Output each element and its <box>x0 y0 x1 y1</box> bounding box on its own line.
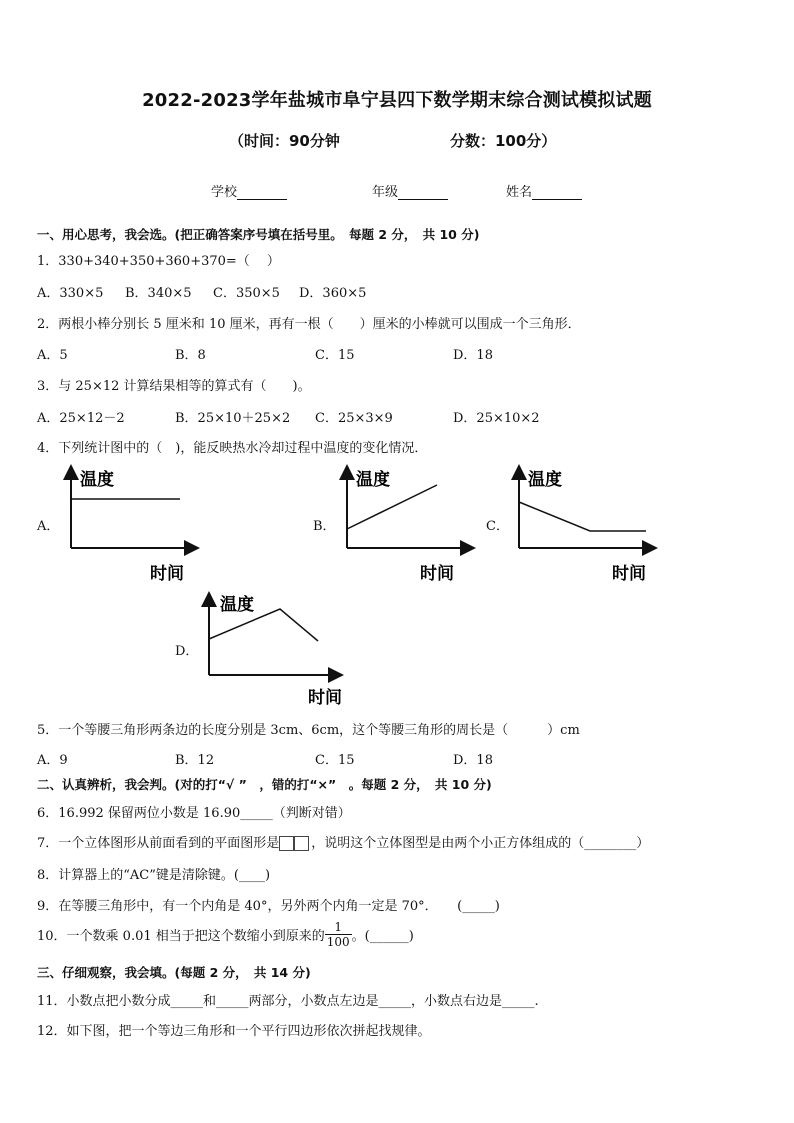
y-axis-label: 温度 <box>80 470 114 490</box>
name-blank[interactable] <box>532 185 582 200</box>
question-4: 4．下列统计图中的（ )，能反映热水冷却过程中温度的变化情况． <box>37 441 428 456</box>
chart-d <box>198 589 348 714</box>
question-10-text-a: 10．一个数乘 0.01 相当于把这个数缩小到原来的 <box>37 929 325 944</box>
question-12: 12．如下图，把一个等边三角形和一个平行四边形依次拼起找规律。 <box>37 1024 431 1039</box>
fraction-denominator: 100 <box>326 935 350 949</box>
fraction-one-hundredth <box>325 920 352 949</box>
temperature-line <box>347 485 437 529</box>
q5-option-b: B．12 <box>175 753 215 768</box>
q1-option-a: A．330×5 <box>37 286 104 301</box>
question-10-text-b: 。(______) <box>351 929 414 944</box>
chart-a <box>60 462 200 587</box>
q2-option-c: C．15 <box>315 348 355 363</box>
q5-option-c: C．15 <box>315 753 355 768</box>
section-3-heading: 三、仔细观察，我会填。(每题 2 分， 共 14 分) <box>37 965 311 980</box>
q4-option-c-label: C． <box>486 519 509 534</box>
x-axis-label: 时间 <box>420 564 454 584</box>
q3-option-c: C．25×3×9 <box>315 411 393 426</box>
question-3: 3．与 25×12 计算结果相等的算式有（ )。 <box>37 379 311 394</box>
chart-c <box>508 462 658 587</box>
question-7-text-b: ，说明这个立体图型是由两个小正方体组成的（________） <box>311 836 650 851</box>
question-9: 9．在等腰三角形中，有一个内角是 40°，另外两个内角一定是 70°． (_____) <box>37 899 500 914</box>
school-label: 学校 <box>211 185 238 200</box>
q1-option-b: B．340×5 <box>125 286 192 301</box>
y-axis-label: 温度 <box>356 470 390 490</box>
y-axis-label: 温度 <box>220 595 254 615</box>
y-axis-label: 温度 <box>528 470 562 490</box>
x-axis-label: 时间 <box>150 564 184 584</box>
grade-label: 年级 <box>372 185 399 200</box>
question-11: 11．小数点把小数分成_____和_____两部分，小数点左边是_____，小数点右边是_____. <box>37 994 539 1009</box>
name-field <box>506 181 582 200</box>
section-2-heading: 二、认真辨析，我会判。(对的打“√ ” ，错的打“×” 。每题 2 分， 共 10 分) <box>37 777 492 792</box>
temperature-line <box>519 502 646 531</box>
q2-option-d: D．18 <box>453 348 493 363</box>
page-title: 2022-2023学年盐城市阜宁县四下数学期末综合测试模拟试题 <box>142 90 652 111</box>
q1-option-d: D．360×5 <box>299 286 367 301</box>
q3-option-d: D．25×10×2 <box>453 411 540 426</box>
q3-option-b: B．25×10＋25×2 <box>175 411 291 426</box>
school-field <box>211 181 287 200</box>
q3-option-a: A．25×12－2 <box>37 411 125 426</box>
question-5: 5．一个等腰三角形两条边的长度分别是 3cm、6cm，这个等腰三角形的周长是（ ）cm <box>37 723 580 738</box>
question-6: 6．16.992 保留两位小数是 16.90_____（判断对错） <box>37 806 351 821</box>
fraction-numerator: 1 <box>325 920 352 935</box>
question-10 <box>37 920 414 949</box>
question-1: 1．330+340+350+360+370=（ ） <box>37 254 280 269</box>
exam-time: （时间：90分钟 <box>229 132 340 150</box>
q2-option-b: B．8 <box>175 348 206 363</box>
q4-option-a-label: A． <box>37 519 60 534</box>
q5-option-d: D．18 <box>453 753 493 768</box>
two-squares-figure <box>279 836 311 852</box>
chart-b <box>336 462 476 587</box>
q4-option-d-label: D． <box>175 644 199 659</box>
q2-option-a: A．5 <box>37 348 68 363</box>
x-axis-label: 时间 <box>612 564 646 584</box>
grade-blank[interactable] <box>398 185 448 200</box>
question-7 <box>37 832 649 852</box>
name-label: 姓名 <box>506 185 533 200</box>
q1-option-c: C．350×5 <box>213 286 280 301</box>
question-8: 8．计算器上的“AC”键是清除键。(____) <box>37 868 271 883</box>
q5-option-a: A．9 <box>37 753 68 768</box>
q4-option-b-label: B． <box>313 519 336 534</box>
section-1-heading: 一、用心思考，我会选。(把正确答案序号填在括号里。 每题 2 分， 共 10 分) <box>37 227 480 242</box>
school-blank[interactable] <box>237 185 287 200</box>
x-axis-label: 时间 <box>308 688 342 708</box>
grade-field <box>372 181 448 200</box>
exam-score: 分数：100分） <box>450 132 557 150</box>
question-7-text-a: 7．一个立体图形从前面看到的平面图形是 <box>37 836 280 851</box>
question-2: 2．两根小棒分别长 5 厘米和 10 厘米，再有一根（ ）厘米的小棒就可以围成一个三角形． <box>37 317 581 332</box>
